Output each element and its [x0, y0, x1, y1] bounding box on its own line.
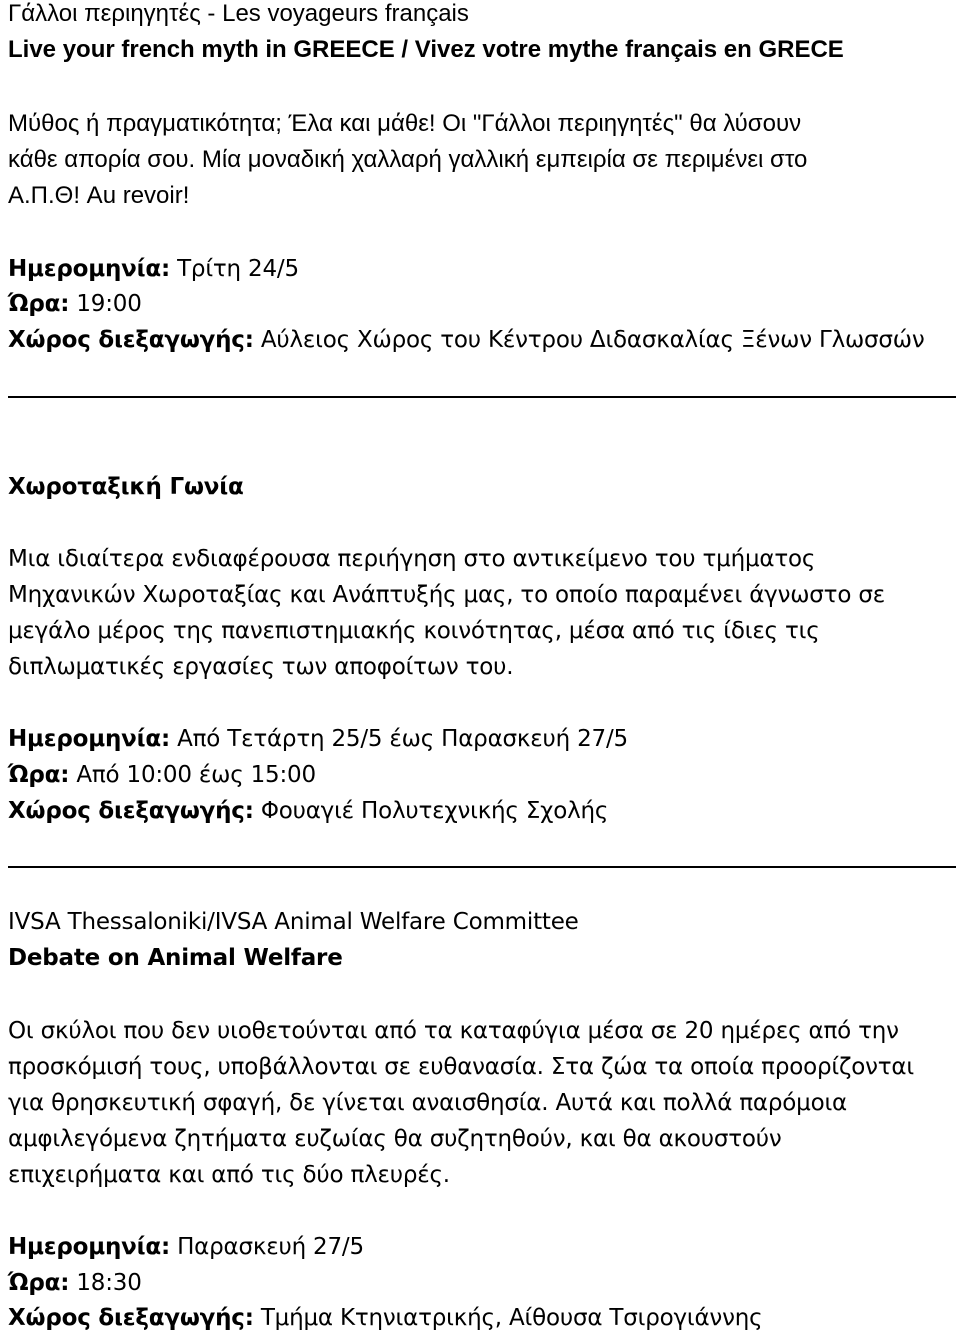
venue-label: Χώρος διεξαγωγής:: [8, 1305, 254, 1331]
event1-venue: [8, 322, 925, 358]
venue-label: Χώρος διεξαγωγής:: [8, 798, 254, 824]
event2-time: [8, 757, 316, 793]
event1-description-line: Μύθος ή πραγματικότητα; Έλα και μάθε! Οι "Γάλλοι περιηγητές" θα λύσουν: [8, 110, 802, 137]
event2-date: [8, 721, 628, 757]
event2-venue: [8, 793, 608, 829]
section-divider: [8, 396, 956, 398]
event1-description-line: κάθε απορία σου. Μία μοναδική χαλλαρή γαλλική εμπειρία σε περιμένει στο: [8, 146, 808, 173]
date-label: Ημερομηνία:: [8, 726, 170, 752]
event3-description-line: προσκόμισή τους, υποβάλλονται σε ευθανασία. Στα ζώα τα οποία προορίζονται: [8, 1054, 914, 1080]
event2-description-line: Μια ιδιαίτερα ενδιαφέρουσα περιήγηση στο αντικείμενο του τμήματος: [8, 546, 816, 572]
event3-description-line: αμφιλεγόμενα ζητήματα ευζωίας θα συζητηθούν, και θα ακουστούν: [8, 1126, 782, 1152]
time-label: Ώρα:: [8, 762, 70, 788]
event3-description-line: για θρησκευτική σφαγή, δε γίνεται αναισθησία. Αυτά και πολλά παρόμοια: [8, 1090, 848, 1116]
event1-date: [8, 251, 299, 287]
event3-time: [8, 1265, 142, 1301]
section-divider: [8, 866, 956, 868]
time-value: 19:00: [69, 291, 142, 317]
time-label: Ώρα:: [8, 1270, 70, 1296]
event2-title: Χωροταξική Γωνία: [8, 474, 244, 500]
venue-value: Τμήμα Κτηνιατρικής, Αίθουσα Τσιρογιάννης: [253, 1305, 763, 1331]
time-label: Ώρα:: [8, 291, 70, 317]
event2-description-line: διπλωματικές εργασίες των αποφοίτων του.: [8, 654, 514, 680]
event3-venue: [8, 1300, 762, 1336]
event3-date: [8, 1229, 364, 1265]
event3-title: Debate on Animal Welfare: [8, 945, 343, 971]
event1-subtitle: Live your french myth in GREECE / Vivez votre mythe français en GRECE: [8, 36, 844, 63]
event3-description-line: Οι σκύλοι που δεν υιοθετούνται από τα καταφύγια μέσα σε 20 ημέρες από την: [8, 1018, 899, 1044]
event1-description-line: Α.Π.Θ! Au revoir!: [8, 182, 190, 209]
date-label: Ημερομηνία:: [8, 256, 170, 282]
event3-organizer: IVSA Thessaloniki/IVSA Animal Welfare Committee: [8, 909, 579, 935]
time-value: 18:30: [69, 1270, 142, 1296]
venue-value: Αύλειος Χώρος του Κέντρου Διδασκαλίας Ξένων Γλωσσών: [253, 327, 925, 353]
event1-time: [8, 286, 142, 322]
date-value: Τρίτη 24/5: [169, 256, 299, 282]
event1-title: Γάλλοι περιηγητές - Les voyageurs français: [8, 0, 469, 27]
date-value: Από Τετάρτη 25/5 έως Παρασκευή 27/5: [169, 726, 628, 752]
event2-description-line: μεγάλο μέρος της πανεπιστημιακής κοινότητας, μέσα από τις ίδιες τις: [8, 618, 820, 644]
venue-value: Φουαγιέ Πολυτεχνικής Σχολής: [253, 798, 609, 824]
event2-description-line: Μηχανικών Χωροταξίας και Ανάπτυξής μας, το οποίο παραμένει άγνωστο σε: [8, 582, 885, 608]
venue-label: Χώρος διεξαγωγής:: [8, 327, 254, 353]
time-value: Από 10:00 έως 15:00: [69, 762, 316, 788]
date-label: Ημερομηνία:: [8, 1234, 170, 1260]
date-value: Παρασκευή 27/5: [169, 1234, 364, 1260]
event3-description-line: επιχειρήματα και από τις δύο πλευρές.: [8, 1162, 450, 1188]
